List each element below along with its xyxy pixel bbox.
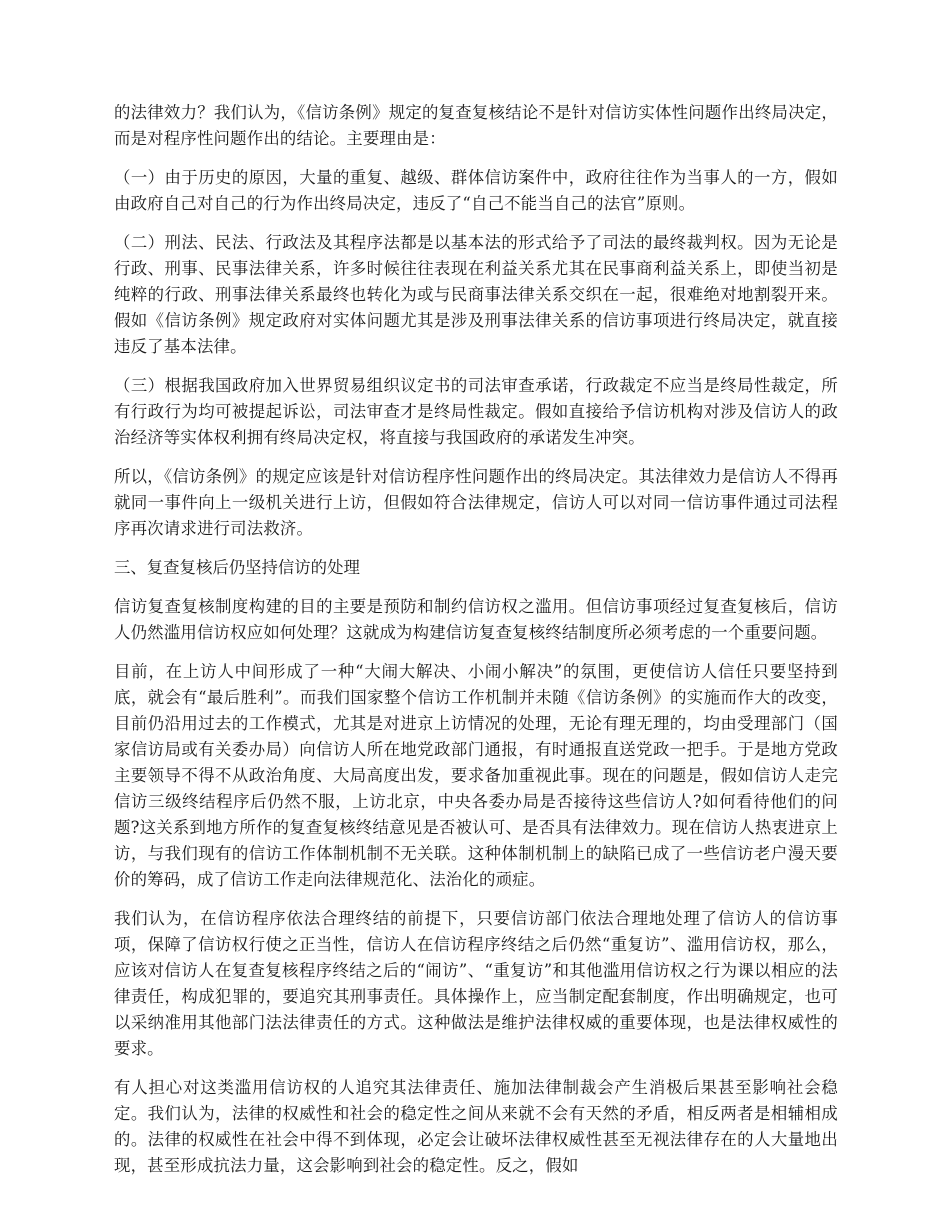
paragraph-3: （二）刑法、民法、行政法及其程序法都是以基本法的形式给予了司法的最终裁判权。因为无论是行政、刑事、民事法律关系，许多时候往往表现在利益关系尤其在民事商利益关系上，即使当初是纯粹的行政、刑事法律关系最终也转化为或与民商事法律关系交织在一起，很难绝对地割裂开来。假如《信访条例》规定政府对实体问题尤其是涉及刑事法律关系的信访事项进行终局决定，就直接违反了基本法律。	[114, 233, 838, 356]
paragraph-6: 信访复查复核制度构建的目的主要是预防和制约信访权之滥用。但信访事项经过复查复核后，信访人仍然滥用信访权应如何处理？这就成为构建信访复查复核终结制度所必须考虑的一个重要问题。	[114, 597, 838, 642]
paragraph-8: 我们认为，在信访程序依法合理终结的前提下，只要信访部门依法合理地处理了信访人的信访事项，保障了信访权行使之正当性，信访人在信访程序终结之后仍然“重复访”、滥用信访权，那么，应该对信访人在复查复核程序终结之后的“闹访”、“重复访”和其他滥用信访权之行为课以相应的法律责任，构成犯罪的，要追究其刑事责任。具体操作上，应当制定配套制度，作出明确规定，也可以采纳准用其他部门法法律责任的方式。这种做法是维护法律权威的重要体现，也是法律权威性的要求。	[114, 909, 838, 1058]
paragraph-4: （三）根据我国政府加入世界贸易组织议定书的司法审查承诺，行政裁定不应当是终局性裁定，所有行政行为均可被提起诉讼，司法审查才是终局性裁定。假如直接给予信访机构对涉及信访人的政治经济等实体权利拥有终局决定权，将直接与我国政府的承诺发生冲突。	[114, 376, 838, 447]
document-page	[114, 100, 838, 1192]
paragraph-7: 目前，在上访人中间形成了一种“大闹大解决、小闹小解决”的氛围，更使信访人信任只要坚持到底，就会有“最后胜利”。而我们国家整个信访工作机制并未随《信访条例》的实施而作大的改变，目前仍沿用过去的工作模式，尤其是对进京上访情况的处理，无论有理无理的，均由受理部门（国家信访局或有关委办局）向信访人所在地党政部门通报，有时通报直送党政一把手。于是地方党政主要领导不得不从政治角度、大局高度出发，要求备加重视此事。现在的问题是，假如信访人走完信访三级终结程序后仍然不服，上访北京，中央各委办局是否接待这些信访人?如何看待他们的问题?这关系到地方所作的复查复核终结意见是否被认可、是否具有法律效力。现在信访人热衷进京上访，与我们现有的信访工作体制机制不无关联。这种体制机制上的缺陷已成了一些信访老户漫天要价的筹码，成了信访工作走向法律规范化、法治化的顽症。	[114, 662, 838, 889]
section-heading: 三、复查复核后仍坚持信访的处理	[114, 558, 360, 577]
paragraph-2: （一）由于历史的原因，大量的重复、越级、群体信访案件中，政府往往作为当事人的一方，假如由政府自己对自己的行为作出终局决定，违反了“自己不能当自己的法官”原则。	[114, 168, 838, 213]
paragraph-9: 有人担心对这类滥用信访权的人追究其法律责任、施加法律制裁会产生消极后果甚至影响社会稳定。我们认为，法律的权威性和社会的稳定性之间从来就不会有天然的矛盾，相反两者是相辅相成的。法律的权威性在社会中得不到体现，必定会让破坏法律权威性甚至无视法律存在的人大量地出现，甚至形成抗法力量，这会影响到社会的稳定性。反之，假如	[114, 1078, 838, 1175]
paragraph-5: 所以，《信访条例》的规定应该是针对信访程序性问题作出的终局决定。其法律效力是信访人不得再就同一事件向上一级机关进行上访，但假如符合法律规定，信访人可以对同一信访事件通过司法程序再次请求进行司法救济。	[114, 467, 838, 538]
paragraph-1: 的法律效力？我们认为，《信访条例》规定的复查复核结论不是针对信访实体性问题作出终局决定，而是对程序性问题作出的结论。主要理由是：	[114, 103, 838, 148]
